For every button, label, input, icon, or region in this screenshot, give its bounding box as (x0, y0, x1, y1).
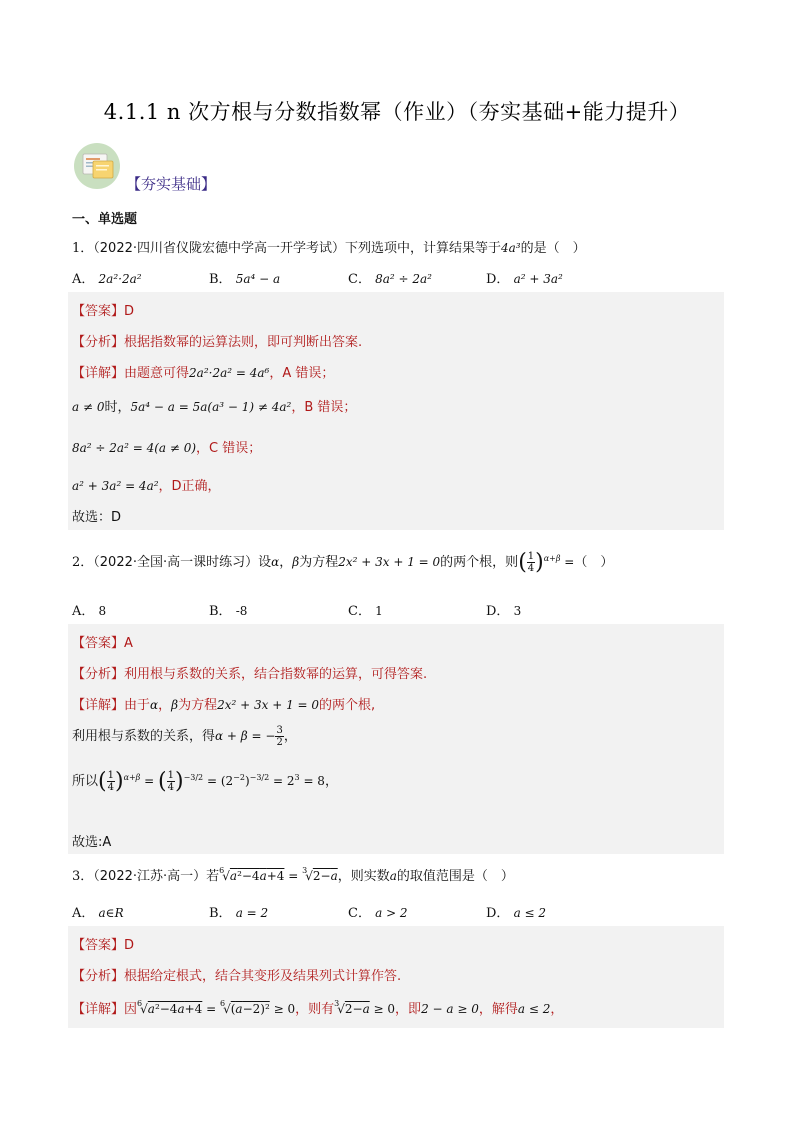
detail-radical-2: $^3$√2−a ≥ 0 (334, 999, 396, 1016)
detail-math: a ≤ 2 (517, 1002, 551, 1016)
detail-line (72, 998, 563, 1017)
detail-text: 利用根与系数的关系，得 (72, 729, 216, 744)
option-c[interactable] (348, 268, 432, 287)
part-label: 一、单选题 (72, 212, 138, 227)
answer-value: A (124, 636, 133, 651)
detail-math: a² + 3a² = 4a² (72, 479, 159, 493)
detail-radical-1: $^6$√a²−4a+4 = $^6$√(a−2)² ≥ 0 (137, 999, 296, 1016)
detail-text: ，B 错误； (291, 400, 357, 415)
stem-math: α (271, 555, 280, 569)
option-letter: B． (209, 272, 232, 287)
stem-math: β (292, 555, 300, 569)
question-2-stem (72, 550, 613, 575)
detail-line (72, 475, 221, 494)
question-2-solution (68, 624, 724, 854)
detail-tag: 【详解】 (72, 366, 125, 381)
option-expr: -8 (235, 604, 248, 618)
detail-text: 因 (124, 1002, 138, 1017)
question-3-stem (72, 865, 514, 884)
detail-text: ， (324, 774, 338, 789)
question-1-stem (72, 237, 586, 256)
page-title: 4.1.1 n 次方根与分数指数幂（作业）（夯实基础+能力提升） (103, 100, 691, 124)
option-expr: 5a⁴ − a (235, 272, 281, 286)
option-expr: a ≤ 2 (513, 906, 547, 920)
answer-tag: 【答案】 (72, 938, 125, 953)
stem-power-expression: ( $\frac{1}{4}$ )$^{\alpha+\beta}$ = (518, 550, 575, 575)
question-source: （2022·全国·高一课时练习） (93, 555, 259, 570)
answer-tag: 【答案】 (72, 636, 125, 651)
question-1-solution (68, 292, 724, 530)
answer-line (72, 632, 133, 651)
analysis-text: 根据给定根式，结合其变形及结果列式计算作答. (124, 969, 402, 984)
answer-tag: 【答案】 (72, 304, 125, 319)
detail-text: ，则有 (295, 1002, 335, 1017)
option-d[interactable] (486, 268, 563, 287)
conclusion-line: 故选：D (72, 510, 122, 525)
detail-text: ， (550, 1002, 564, 1017)
stem-text: 若 (206, 869, 220, 884)
answer-line (72, 934, 134, 953)
detail-text: ， (283, 729, 297, 744)
option-letter: C． (348, 906, 371, 921)
option-letter: B． (209, 906, 232, 921)
option-c[interactable] (348, 902, 408, 921)
option-expr: a = 2 (235, 906, 269, 920)
analysis-text: 根据指数幂的运算法则，即可判断出答案. (124, 335, 363, 350)
detail-math: 2x² + 3x + 1 = 0 (217, 698, 320, 712)
option-d[interactable] (486, 902, 546, 921)
notebook-icon (74, 143, 120, 189)
stem-text: 设 (258, 555, 272, 570)
detail-text: ，D正确， (158, 479, 221, 494)
answer-value: D (124, 938, 135, 953)
stem-text: ，则实数 (337, 869, 390, 884)
option-expr: 1 (375, 604, 383, 618)
detail-math: 8a² ÷ 2a² = 4(a ≠ 0) (72, 441, 197, 455)
analysis-line (72, 663, 427, 682)
question-number: 1． (72, 241, 94, 256)
option-letter: D． (486, 604, 510, 619)
detail-line (72, 437, 261, 456)
option-letter: C． (348, 604, 371, 619)
detail-power-chain: ( $\frac{1}{4}$ )$^{\alpha+\beta}$ = ( $\frac{1}{4}$ )$^{-3/2} = (2^{-2})^{-3/2} = 2^3 = 8$ (98, 769, 325, 794)
option-d[interactable] (486, 600, 521, 619)
analysis-line (72, 331, 362, 350)
stem-radical-equation: $^6$√a²−4a+4 = $^3$√2−a (219, 866, 338, 883)
detail-text: ， (158, 698, 172, 713)
stem-text: 的两个根，则 (440, 555, 519, 570)
detail-text: 所以 (72, 774, 99, 789)
detail-line (72, 362, 334, 381)
detail-text: ，A 错误； (269, 366, 335, 381)
option-expr: 8 (98, 604, 107, 618)
option-letter: A． (72, 272, 95, 287)
option-b[interactable] (209, 268, 280, 287)
analysis-tag: 【分析】 (72, 667, 125, 682)
detail-math: β (171, 698, 179, 712)
stem-text: 的取值范围是（ ） (396, 869, 514, 884)
option-expr: 3 (513, 604, 522, 618)
option-a[interactable] (72, 600, 106, 619)
detail-text: ，解得 (478, 1002, 518, 1017)
stem-text: 为方程 (299, 555, 339, 570)
option-c[interactable] (348, 600, 383, 619)
detail-math: α + β = − (215, 729, 276, 743)
analysis-tag: 【分析】 (72, 335, 125, 350)
stem-text: （ ） (574, 555, 614, 570)
option-b[interactable] (209, 902, 268, 921)
stem-math: 4a³ (501, 241, 521, 255)
stem-text: ， (279, 555, 293, 570)
conclusion-line: 故选:A (72, 835, 112, 850)
option-a[interactable] (72, 902, 124, 921)
question-number: 3． (72, 869, 94, 884)
option-expr: a∈R (98, 906, 124, 920)
detail-tag: 【详解】 (72, 1002, 125, 1017)
analysis-text: 利用根与系数的关系，结合指数幂的运算，可得答案. (124, 667, 428, 682)
option-expr: 2a²·2a² (98, 272, 142, 286)
option-letter: B． (209, 604, 232, 619)
question-number: 2． (72, 555, 94, 570)
question-2-options (72, 600, 722, 620)
question-1-options (72, 268, 722, 288)
question-source: （2022·四川省仪陇宏德中学高一开学考试） (93, 241, 345, 256)
detail-line (72, 396, 356, 415)
detail-text: 为方程 (178, 698, 218, 713)
detail-text: 由题意可得 (124, 366, 190, 381)
detail-tag: 【详解】 (72, 698, 125, 713)
analysis-line (72, 965, 401, 984)
option-letter: A． (72, 906, 95, 921)
option-expr: a² + 3a² (513, 272, 563, 286)
detail-math: 2 − a ≥ 0 (421, 1002, 479, 1016)
section-label: 【夯实基础】 (126, 175, 217, 193)
detail-line (72, 769, 338, 794)
detail-text: 时， (104, 400, 131, 415)
option-letter: D． (486, 272, 510, 287)
section-header (74, 143, 374, 191)
detail-line (72, 694, 375, 713)
question-3-options (72, 902, 722, 922)
detail-line: 利用根与系数的关系，得α + β = − $\frac{3}{2}$ ， (72, 725, 297, 748)
detail-text: ，即 (395, 1002, 422, 1017)
detail-math: 5a⁴ − a = 5a(a³ − 1) ≠ 4a² (130, 400, 292, 414)
detail-text: 由于 (124, 698, 151, 713)
detail-math: 2a²·2a² = 4a⁶ (189, 366, 270, 380)
detail-text: 的两个根, (319, 698, 376, 713)
stem-math: a (389, 869, 397, 883)
option-expr: a > 2 (375, 906, 408, 920)
option-letter: A． (72, 604, 95, 619)
stem-text: 下列选项中，计算结果等于 (345, 241, 502, 256)
answer-value: D (124, 304, 135, 319)
detail-math: α (150, 698, 159, 712)
stem-text: 的是（ ） (520, 241, 586, 256)
stem-math: 2x² + 3x + 1 = 0 (338, 555, 441, 569)
option-b[interactable] (209, 600, 247, 619)
analysis-tag: 【分析】 (72, 969, 125, 984)
answer-line (72, 300, 134, 319)
option-a[interactable] (72, 268, 142, 287)
question-source: （2022·江苏·高一） (93, 869, 207, 884)
question-3-solution (68, 926, 724, 1028)
detail-math: a ≠ 0 (72, 400, 105, 414)
detail-text: ，C 错误； (196, 441, 262, 456)
option-expr: 8a² ÷ 2a² (375, 272, 432, 286)
option-letter: C． (348, 272, 371, 287)
option-letter: D． (486, 906, 510, 921)
